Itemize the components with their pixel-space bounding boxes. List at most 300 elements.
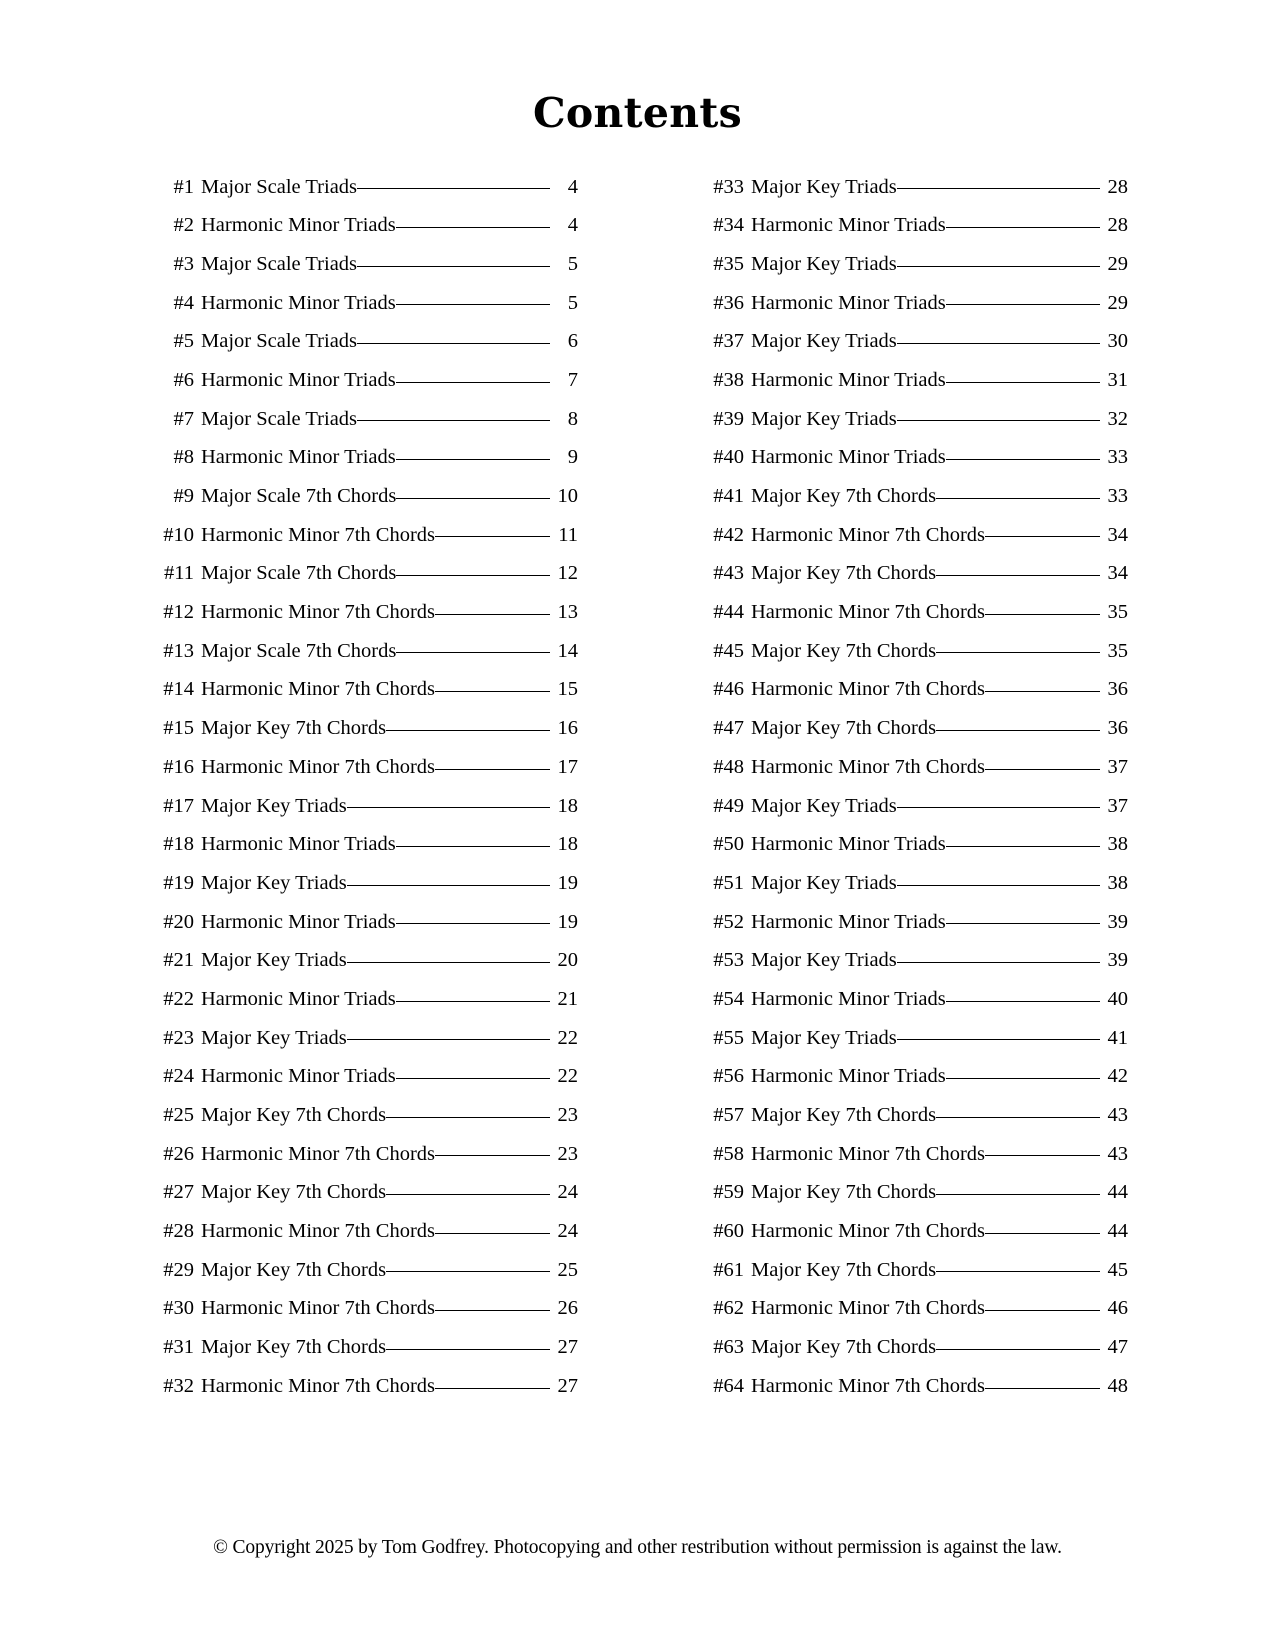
toc-leader-line (396, 1062, 550, 1083)
toc-page-number: 44 (1107, 1181, 1128, 1204)
toc-entry-number: #24 (163, 1065, 194, 1088)
toc-page-number: 25 (557, 1258, 578, 1281)
toc-entry[interactable] (698, 675, 1128, 714)
toc-entry-label: Harmonic Minor 7th Chords (751, 1220, 986, 1243)
toc-entry[interactable] (698, 752, 1128, 791)
toc-entry-number: #1 (173, 175, 194, 198)
toc-entry[interactable] (698, 404, 1128, 443)
toc-entry[interactable] (148, 984, 578, 1023)
toc-entry-number: #15 (163, 717, 194, 740)
toc-entry-label: Major Key 7th Chords (201, 1336, 387, 1359)
toc-entry-number: #9 (173, 485, 194, 507)
toc-leader-line (396, 443, 550, 464)
toc-entry-label: Harmonic Minor Triads (751, 368, 946, 391)
toc-entry[interactable] (698, 1371, 1128, 1410)
toc-entry-label: Major Key 7th Chords (751, 562, 937, 585)
toc-page-number: 33 (1107, 485, 1128, 507)
toc-entry[interactable] (148, 520, 578, 559)
toc-entry-number: #20 (163, 910, 194, 933)
toc-page-number: 15 (557, 678, 578, 701)
toc-entry-label: Harmonic Minor 7th Chords (751, 601, 986, 624)
toc-entry[interactable] (698, 598, 1128, 637)
toc-entry-number: #27 (163, 1181, 194, 1204)
toc-entry-number: #48 (713, 755, 744, 778)
toc-page-number: 23 (557, 1142, 578, 1165)
toc-page-number: 36 (1107, 678, 1128, 701)
toc-entry[interactable] (698, 714, 1128, 753)
toc-entry-number: #21 (163, 949, 194, 972)
toc-page-number: 4 (567, 214, 578, 237)
toc-entry[interactable] (148, 482, 578, 521)
toc-page-number: 23 (557, 1104, 578, 1126)
toc-leader-line (936, 1101, 1100, 1122)
toc-leader-line (985, 752, 1100, 773)
toc-entry-number: #64 (713, 1374, 744, 1397)
toc-page-number: 10 (557, 485, 578, 507)
toc-page-number: 8 (567, 407, 578, 430)
toc-entry[interactable] (698, 1217, 1128, 1256)
toc-entry-number: #19 (163, 871, 194, 894)
toc-entry-number: #5 (173, 330, 194, 353)
toc-entry-label: Harmonic Minor Triads (201, 910, 396, 933)
toc-page-number: 35 (1107, 639, 1128, 662)
toc-entry-number: #34 (713, 214, 744, 237)
toc-page-number: 29 (1107, 291, 1128, 314)
toc-entry-label: Major Key Triads (751, 330, 897, 353)
toc-entry[interactable] (698, 1101, 1128, 1140)
toc-entry-number: #30 (163, 1297, 194, 1320)
toc-entry[interactable] (698, 249, 1128, 288)
toc-entry-label: Harmonic Minor Triads (751, 833, 946, 856)
toc-leader-line (946, 907, 1100, 928)
toc-leader-line (985, 598, 1100, 619)
toc-entry[interactable] (698, 1178, 1128, 1217)
toc-leader-line (897, 1023, 1100, 1044)
toc-page-number: 19 (557, 871, 578, 894)
toc-entry-label: Major Key 7th Chords (201, 1258, 387, 1281)
toc-leader-line (936, 1255, 1100, 1276)
toc-leader-line (897, 249, 1100, 270)
toc-entry-label: Major Key 7th Chords (751, 1104, 937, 1126)
toc-entry-number: #18 (163, 833, 194, 856)
toc-entry-label: Major Key Triads (201, 871, 347, 894)
toc-entry-label: Major Key 7th Chords (751, 717, 937, 740)
toc-entry-label: Harmonic Minor 7th Chords (751, 1142, 986, 1165)
toc-leader-line (985, 1294, 1100, 1315)
toc-entry-number: #60 (713, 1220, 744, 1243)
toc-entry-number: #55 (713, 1026, 744, 1049)
toc-entry-number: #28 (163, 1220, 194, 1243)
toc-leader-line (936, 1178, 1100, 1199)
toc-entry[interactable] (698, 868, 1128, 907)
toc-page-number: 45 (1107, 1258, 1128, 1281)
toc-entry[interactable] (698, 830, 1128, 869)
toc-entry-label: Major Scale 7th Chords (201, 562, 397, 585)
toc-entry-label: Major Scale Triads (201, 330, 358, 353)
toc-page-number: 30 (1107, 330, 1128, 353)
toc-leader-line (897, 946, 1100, 967)
toc-page-number: 24 (557, 1181, 578, 1204)
toc-entry-number: #61 (713, 1258, 744, 1281)
toc-leader-line (347, 946, 550, 967)
toc-leader-line (985, 675, 1100, 696)
toc-entry[interactable] (148, 1062, 578, 1101)
toc-entry[interactable] (148, 1217, 578, 1256)
toc-entry-number: #11 (164, 562, 194, 585)
toc-page-number: 40 (1107, 987, 1128, 1010)
toc-entry[interactable] (148, 946, 578, 985)
toc-entry[interactable] (698, 520, 1128, 559)
toc-entry[interactable] (148, 675, 578, 714)
toc-entry[interactable] (148, 791, 578, 830)
toc-entry-label: Major Scale Triads (201, 407, 358, 430)
toc-entry-label: Major Scale Triads (201, 175, 358, 198)
toc-entry-number: #49 (713, 794, 744, 817)
toc-entry-label: Major Key Triads (201, 949, 347, 972)
toc-entry-number: #58 (713, 1142, 744, 1165)
toc-entry-label: Harmonic Minor Triads (201, 291, 396, 314)
toc-entry-number: #16 (163, 755, 194, 778)
toc-entry-label: Major Key Triads (751, 794, 897, 817)
toc-entry[interactable] (698, 946, 1128, 985)
toc-leader-line (435, 598, 550, 619)
copyright-notice: © Copyright 2025 by Tom Godfrey. Photocopying and other restribution without permission is against the law. (213, 1537, 1062, 1558)
toc-entry[interactable] (698, 288, 1128, 327)
toc-entry[interactable] (698, 211, 1128, 250)
toc-page-number: 17 (557, 755, 578, 778)
toc-entry[interactable] (698, 172, 1128, 211)
toc-leader-line (386, 1255, 550, 1276)
toc-entry-number: #36 (713, 291, 744, 314)
toc-page-number: 28 (1107, 175, 1128, 198)
toc-entry[interactable] (148, 249, 578, 288)
toc-entry-label: Harmonic Minor 7th Chords (201, 1142, 436, 1165)
toc-entry[interactable] (148, 907, 578, 946)
toc-leader-line (946, 1062, 1100, 1083)
toc-entry-number: #62 (713, 1297, 744, 1320)
toc-entry-number: #13 (163, 639, 194, 662)
toc-page-number: 38 (1107, 871, 1128, 894)
toc-entry-number: #14 (163, 678, 194, 701)
toc-leader-line (946, 443, 1100, 464)
toc-entry[interactable] (698, 1255, 1128, 1294)
toc-page-number: 29 (1107, 252, 1128, 275)
toc-leader-line (396, 830, 550, 851)
toc-page-number: 6 (567, 330, 578, 353)
toc-leader-line (946, 365, 1100, 386)
toc-page-number: 24 (557, 1220, 578, 1243)
toc-entry-label: Harmonic Minor Triads (201, 368, 396, 391)
toc-page-number: 5 (567, 252, 578, 275)
toc-entry-label: Harmonic Minor 7th Chords (751, 523, 986, 546)
toc-entry[interactable] (148, 1101, 578, 1140)
toc-entry-label: Harmonic Minor 7th Chords (201, 523, 436, 546)
toc-leader-line (897, 868, 1100, 889)
toc-entry-number: #31 (163, 1336, 194, 1359)
toc-entry[interactable] (148, 1255, 578, 1294)
toc-page-number: 39 (1107, 910, 1128, 933)
toc-entry-number: #51 (713, 871, 744, 894)
toc-page-number: 12 (557, 562, 578, 585)
toc-entry-label: Harmonic Minor 7th Chords (201, 1297, 436, 1320)
toc-leader-line (936, 559, 1100, 580)
toc-entry[interactable] (148, 1139, 578, 1178)
toc-leader-line (985, 520, 1100, 541)
toc-entry-label: Major Key Triads (751, 407, 897, 430)
toc-entry-number: #10 (163, 523, 194, 546)
toc-entry-number: #7 (173, 407, 194, 430)
toc-page-number: 5 (567, 291, 578, 314)
toc-page-number: 18 (557, 833, 578, 856)
toc-entry-label: Harmonic Minor Triads (751, 291, 946, 314)
toc-leader-line (357, 172, 550, 193)
toc-leader-line (897, 791, 1100, 812)
toc-page-number: 14 (557, 639, 578, 662)
toc-entry[interactable] (698, 1294, 1128, 1333)
toc-entry[interactable] (148, 288, 578, 327)
toc-entry[interactable] (698, 443, 1128, 482)
toc-page-number: 9 (567, 446, 578, 469)
toc-page-number: 27 (557, 1336, 578, 1359)
toc-leader-line (936, 1333, 1100, 1354)
toc-page-number: 26 (557, 1297, 578, 1320)
toc-entry-label: Major Key 7th Chords (201, 1104, 387, 1126)
toc-entry-number: #23 (163, 1026, 194, 1049)
toc-page-number: 34 (1107, 562, 1128, 585)
toc-leader-line (435, 1139, 550, 1160)
toc-entry-label: Major Key Triads (751, 1026, 897, 1049)
toc-leader-line (386, 1101, 550, 1122)
toc-entry-number: #63 (713, 1336, 744, 1359)
toc-entry[interactable] (148, 211, 578, 250)
toc-entry[interactable] (148, 1333, 578, 1372)
toc-entry-number: #35 (713, 252, 744, 275)
toc-entry-label: Harmonic Minor 7th Chords (201, 1220, 436, 1243)
toc-leader-line (396, 211, 550, 232)
toc-leader-line (946, 984, 1100, 1005)
toc-entry-number: #38 (713, 368, 744, 391)
toc-entry-label: Major Key Triads (751, 949, 897, 972)
toc-leader-line (936, 636, 1100, 657)
toc-entry[interactable] (698, 1062, 1128, 1101)
toc-leader-line (357, 404, 550, 425)
toc-entry[interactable] (698, 984, 1128, 1023)
toc-leader-line (435, 1371, 550, 1392)
toc-entry-number: #43 (713, 562, 744, 585)
toc-entry-number: #32 (163, 1374, 194, 1397)
toc-entry-label: Harmonic Minor Triads (751, 1065, 946, 1088)
toc-leader-line (946, 211, 1100, 232)
toc-entry-number: #2 (173, 214, 194, 237)
toc-page-number: 28 (1107, 214, 1128, 237)
toc-entry-number: #53 (713, 949, 744, 972)
toc-page-number: 31 (1107, 368, 1128, 391)
toc-entry[interactable] (698, 907, 1128, 946)
toc-entry-label: Major Key Triads (201, 794, 347, 817)
toc-leader-line (396, 984, 550, 1005)
toc-leader-line (435, 520, 550, 541)
toc-page-number: 36 (1107, 717, 1128, 740)
toc-entry-label: Major Key Triads (201, 1026, 347, 1049)
toc-entry[interactable] (148, 365, 578, 404)
toc-leader-line (386, 1178, 550, 1199)
toc-entry[interactable] (148, 1178, 578, 1217)
toc-page-number: 21 (557, 987, 578, 1010)
toc-entry[interactable] (698, 1023, 1128, 1062)
toc-entry[interactable] (148, 636, 578, 675)
toc-entry[interactable] (148, 443, 578, 482)
toc-leader-line (936, 714, 1100, 735)
toc-entry-number: #40 (713, 446, 744, 469)
toc-entry[interactable] (148, 752, 578, 791)
toc-page-number: 42 (1107, 1065, 1128, 1088)
toc-entry[interactable] (698, 1139, 1128, 1178)
toc-entry-number: #25 (163, 1104, 194, 1126)
table-of-contents (148, 172, 1128, 1410)
toc-leader-line (357, 249, 550, 270)
toc-entry[interactable] (148, 559, 578, 598)
toc-leader-line (357, 327, 550, 348)
toc-entry[interactable] (148, 327, 578, 366)
toc-leader-line (435, 1217, 550, 1238)
toc-entry-label: Harmonic Minor Triads (201, 987, 396, 1010)
toc-entry-number: #4 (173, 291, 194, 314)
toc-entry-label: Harmonic Minor 7th Chords (751, 1374, 986, 1397)
toc-entry-label: Harmonic Minor Triads (201, 446, 396, 469)
toc-entry-label: Major Key Triads (751, 871, 897, 894)
toc-page-number: 44 (1107, 1220, 1128, 1243)
toc-page-number: 46 (1107, 1297, 1128, 1320)
toc-leader-line (396, 288, 550, 309)
toc-entry-number: #57 (713, 1104, 744, 1126)
toc-entry-label: Harmonic Minor Triads (201, 833, 396, 856)
toc-entry-label: Major Key 7th Chords (751, 485, 937, 507)
toc-leader-line (396, 636, 550, 657)
toc-entry-number: #6 (173, 368, 194, 391)
toc-entry[interactable] (148, 172, 578, 211)
toc-leader-line (946, 288, 1100, 309)
toc-page-number: 16 (557, 717, 578, 740)
toc-page-number: 18 (557, 794, 578, 817)
toc-page-number: 48 (1107, 1374, 1128, 1397)
toc-entry-label: Harmonic Minor 7th Chords (751, 1297, 986, 1320)
toc-entry-label: Harmonic Minor Triads (751, 214, 946, 237)
toc-leader-line (386, 1333, 550, 1354)
toc-page-number: 11 (558, 523, 578, 546)
toc-entry-label: Major Key Triads (751, 252, 897, 275)
toc-leader-line (396, 907, 550, 928)
toc-entry[interactable] (148, 1371, 578, 1410)
toc-page-number: 47 (1107, 1336, 1128, 1359)
toc-page-number: 19 (557, 910, 578, 933)
toc-page-number: 37 (1107, 755, 1128, 778)
toc-leader-line (897, 404, 1100, 425)
toc-entry-number: #54 (713, 987, 744, 1010)
toc-entry-label: Harmonic Minor 7th Chords (201, 678, 436, 701)
toc-entry-number: #42 (713, 523, 744, 546)
toc-page-number: 33 (1107, 446, 1128, 469)
toc-entry[interactable] (698, 1333, 1128, 1372)
toc-page-number: 37 (1107, 794, 1128, 817)
toc-entry-label: Major Key 7th Chords (201, 717, 387, 740)
toc-entry[interactable] (148, 404, 578, 443)
toc-entry-number: #33 (713, 175, 744, 198)
toc-entry-number: #52 (713, 910, 744, 933)
toc-leader-line (347, 868, 550, 889)
toc-entry[interactable] (148, 598, 578, 637)
toc-entry[interactable] (698, 482, 1128, 521)
toc-page-number: 20 (557, 949, 578, 972)
toc-page-number: 7 (567, 368, 578, 391)
toc-entry[interactable] (698, 559, 1128, 598)
toc-leader-line (897, 172, 1100, 193)
toc-entry-number: #22 (163, 987, 194, 1010)
toc-page-number: 39 (1107, 949, 1128, 972)
toc-leader-line (946, 830, 1100, 851)
toc-page-number: 41 (1107, 1026, 1128, 1049)
toc-entry-label: Major Key 7th Chords (201, 1181, 387, 1204)
toc-entry-label: Major Key 7th Chords (751, 639, 937, 662)
toc-entry-label: Harmonic Minor 7th Chords (201, 1374, 436, 1397)
toc-entry-label: Major Scale 7th Chords (201, 485, 397, 507)
toc-entry[interactable] (698, 791, 1128, 830)
toc-leader-line (435, 675, 550, 696)
toc-entry-label: Harmonic Minor 7th Chords (201, 755, 436, 778)
toc-page-number: 32 (1107, 407, 1128, 430)
toc-entry[interactable] (148, 868, 578, 907)
toc-entry-number: #41 (713, 485, 744, 507)
toc-entry-number: #47 (713, 717, 744, 740)
toc-entry[interactable] (148, 714, 578, 753)
toc-leader-line (396, 559, 550, 580)
toc-entry-label: Harmonic Minor Triads (201, 1065, 396, 1088)
toc-entry-label: Major Key 7th Chords (751, 1181, 937, 1204)
toc-entry-number: #45 (713, 639, 744, 662)
toc-entry-number: #29 (163, 1258, 194, 1281)
toc-entry-label: Major Key Triads (751, 175, 897, 198)
toc-leader-line (936, 482, 1100, 503)
toc-entry-label: Harmonic Minor 7th Chords (201, 601, 436, 624)
toc-entry[interactable] (148, 1294, 578, 1333)
toc-leader-line (985, 1371, 1100, 1392)
toc-page-number: 43 (1107, 1104, 1128, 1126)
toc-page-number: 4 (567, 175, 578, 198)
toc-entry[interactable] (698, 365, 1128, 404)
toc-entry-number: #46 (713, 678, 744, 701)
toc-entry-label: Harmonic Minor 7th Chords (751, 678, 986, 701)
toc-entry-number: #50 (713, 833, 744, 856)
toc-entry-number: #39 (713, 407, 744, 430)
toc-entry-number: #12 (163, 601, 194, 624)
toc-entry-number: #17 (163, 794, 194, 817)
toc-entry-number: #26 (163, 1142, 194, 1165)
toc-entry[interactable] (698, 636, 1128, 675)
toc-entry-label: Harmonic Minor Triads (751, 987, 946, 1010)
toc-leader-line (435, 752, 550, 773)
toc-entry[interactable] (148, 830, 578, 869)
toc-entry-label: Major Key 7th Chords (751, 1258, 937, 1281)
toc-page-number: 22 (557, 1065, 578, 1088)
toc-entry[interactable] (148, 1023, 578, 1062)
toc-page-number: 13 (557, 601, 578, 624)
toc-entry-label: Harmonic Minor Triads (751, 446, 946, 469)
toc-leader-line (435, 1294, 550, 1315)
toc-entry-label: Harmonic Minor Triads (751, 910, 946, 933)
toc-page-number: 22 (557, 1026, 578, 1049)
toc-page-number: 27 (557, 1374, 578, 1397)
toc-entry[interactable] (698, 327, 1128, 366)
toc-entry-number: #59 (713, 1181, 744, 1204)
